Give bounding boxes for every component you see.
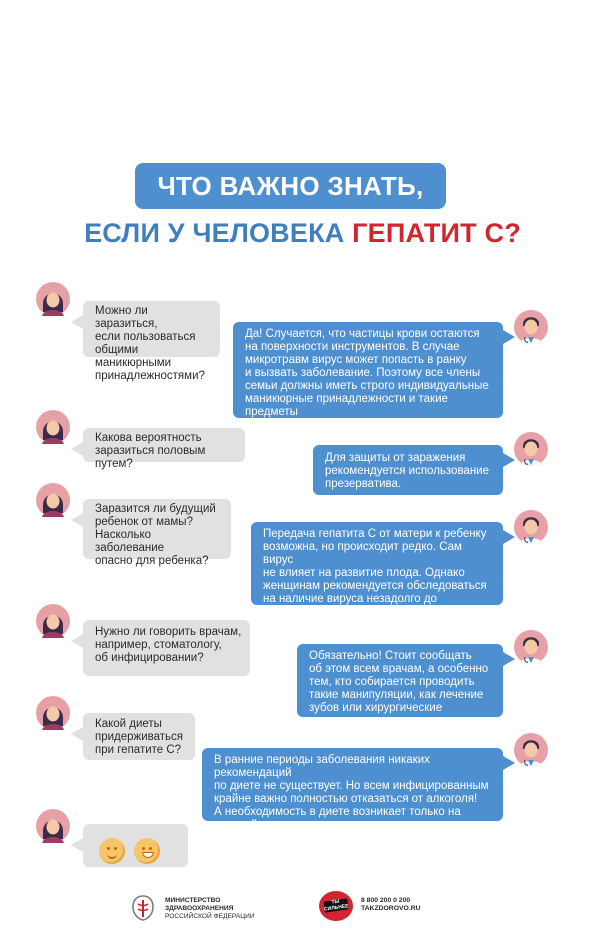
title-banner: [135, 163, 446, 209]
question-bubble: [83, 713, 195, 760]
question-bubble: [83, 428, 245, 470]
grin-emoji-icon: [134, 838, 160, 864]
ministry-line3: РОССИЙСКОЙ ФЕДЕРАЦИИ: [165, 913, 255, 920]
subtitle: [0, 218, 605, 249]
campaign-phone: 8 800 200 0 200: [361, 897, 411, 904]
answer-bubble: [251, 522, 503, 631]
smile-emoji-icon: [99, 838, 125, 864]
question-bubble: [83, 499, 231, 567]
emoji-bubble: [83, 824, 188, 867]
answer-text: Для защиты от заражения рекомендуется использование презерватива.: [325, 452, 489, 490]
ministry-line2: ЗДРАВООХРАНЕНИЯ: [165, 905, 234, 912]
campaign-logo: [318, 888, 354, 922]
subtitle-part1: ЕСЛИ У ЧЕЛОВЕКА: [84, 218, 353, 248]
doctor-avatar: [514, 432, 548, 466]
doctor-avatar: [514, 510, 548, 544]
campaign-logo-text: ТЫ СИЛЬНЕЕ: [323, 898, 349, 913]
answer-text: В ранние периоды заболевания никаких рекомендаций по диете не существует. Но всем инфицированным крайне важно полностью отказаться от алкоголя! А необходимость в диете возникает только на поздней стадии гепатита С – при циррозе печени.: [214, 754, 489, 844]
campaign-site: TAKZDOROVO.RU: [361, 905, 421, 912]
patient-avatar: [36, 604, 70, 638]
patient-avatar: [36, 282, 70, 316]
subtitle-highlight: ГЕПАТИТ С?: [352, 218, 521, 248]
answer-bubble: [202, 748, 503, 844]
question-text: Заразится ли будущий ребенок от мамы? Насколько заболевание опасно для ребенка?: [95, 503, 216, 567]
answer-text: Обязательно! Стоит сообщать об этом всем врачам, а особенно тем, кто собирается проводить такие манипуляции, как лечение зубов или хирургические операции.: [309, 650, 489, 727]
patient-avatar: [36, 410, 70, 444]
answer-text: Да! Случается, что частицы крови остаются на поверхности инструментов. В случае микротравм вирус может попасть в ранку и вызвать заболевание. Поэтому все члены семьи должны иметь строго индивидуальные маникюрные принадлежности и такие предметы личной гигиены, как бритвы и пинцеты.: [245, 328, 489, 431]
question-text: Какой диеты придерживаться при гепатите С?: [95, 718, 184, 756]
question-text: Какова вероятность заразиться половым путем?: [95, 432, 206, 470]
answer-bubble: [297, 644, 503, 727]
question-text: Можно ли заразиться, если пользоваться общими маникюрными принадлежностями?: [95, 305, 205, 382]
answer-bubble: [313, 445, 503, 495]
answer-text: Передача гепатита С от матери к ребенку возможна, но происходит редко. Сам вирус не влияет на развитие плода. Однако женщинам рекомендуется обследоваться на наличие вируса незадолго до планируемой беременности.: [263, 528, 487, 631]
title-line1: ЧТО ВАЖНО ЗНАТЬ,: [157, 171, 424, 201]
ministry-name: [165, 897, 255, 921]
doctor-avatar: [514, 310, 548, 344]
ministry-line1: МИНИСТЕРСТВО: [165, 897, 221, 904]
doctor-avatar: [514, 733, 548, 767]
ministry-emblem-icon: [128, 893, 158, 923]
question-text: Нужно ли говорить врачам, например, стоматологу, об инфицировании?: [95, 626, 242, 664]
patient-avatar: [36, 809, 70, 843]
campaign-contacts: [361, 897, 421, 913]
patient-avatar: [36, 696, 70, 730]
patient-avatar: [36, 483, 70, 517]
doctor-avatar: [514, 630, 548, 664]
question-bubble: [83, 301, 220, 382]
answer-bubble: [233, 322, 503, 431]
question-bubble: [83, 620, 250, 676]
